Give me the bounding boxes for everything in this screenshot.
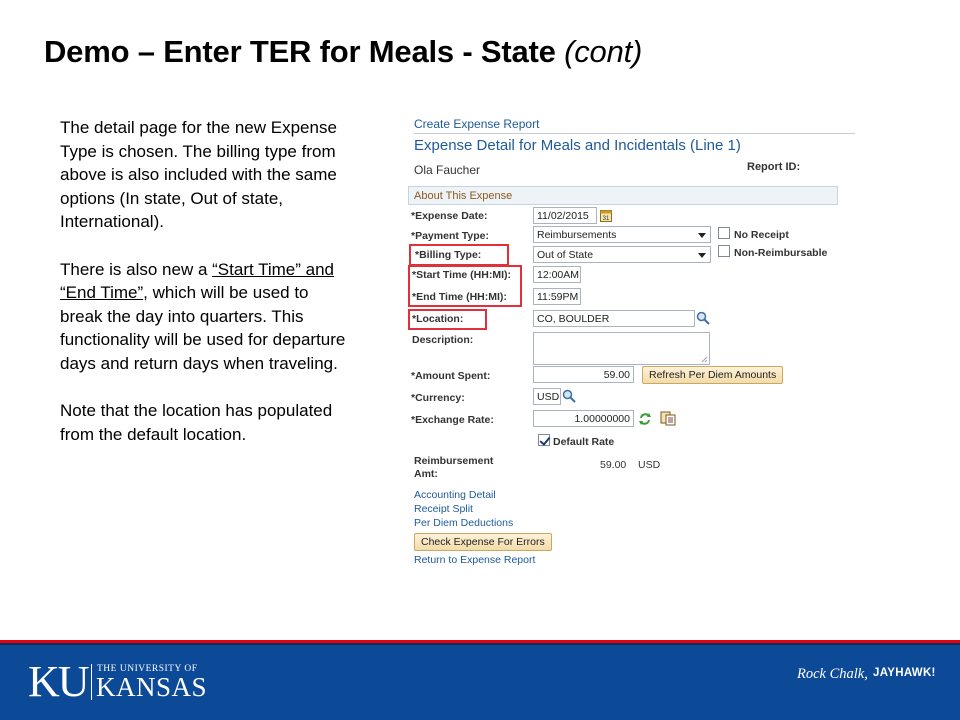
accounting-detail-link[interactable]: Accounting Detail xyxy=(414,489,496,501)
start-time-label: *Start Time (HH:MI): xyxy=(412,269,511,281)
payment-type-value: Reimbursements xyxy=(537,229,617,241)
paragraph-detail-page: The detail page for the new Expense Type is chosen. The billing type from above is also included with the same options (In state, Out of state, International). xyxy=(60,118,337,232)
slide-body-text xyxy=(60,116,350,470)
employee-name: Ola Faucher xyxy=(414,163,481,177)
exchange-detail-icon[interactable] xyxy=(660,411,676,426)
exchange-rate-label: *Exchange Rate: xyxy=(411,414,494,426)
currency-field[interactable]: USD xyxy=(533,388,561,405)
description-label: Description: xyxy=(412,334,474,346)
breadcrumb[interactable]: Create Expense Report xyxy=(414,117,540,131)
slide-title xyxy=(44,34,642,70)
refresh-icon[interactable] xyxy=(638,412,652,426)
payment-type-select[interactable] xyxy=(533,226,711,243)
footer-dark-stripe xyxy=(0,643,960,645)
location-field[interactable]: CO, BOULDER xyxy=(533,310,695,327)
slide-title-cont: (cont) xyxy=(564,34,643,69)
expense-date-label: *Expense Date: xyxy=(411,210,488,222)
logo-kansas: KANSAS xyxy=(96,672,208,702)
default-rate-label: Default Rate xyxy=(553,436,615,448)
ku-logo-letters: KU xyxy=(28,657,88,706)
check-expense-errors-button[interactable]: Check Expense For Errors xyxy=(414,533,552,551)
exchange-rate-field[interactable]: 1.00000000 xyxy=(533,410,634,427)
end-time-label: *End Time (HH:MI): xyxy=(412,291,507,303)
divider xyxy=(414,133,855,134)
start-end-time-underlined: “Start Time” and “End Time” xyxy=(60,259,335,303)
dropdown-arrow-icon xyxy=(698,253,706,258)
page-title: Expense Detail for Meals and Incidentals (Line 1) xyxy=(414,137,741,154)
per-diem-deductions-link[interactable]: Per Diem Deductions xyxy=(414,517,514,529)
report-id-label: Report ID: xyxy=(747,161,801,173)
amount-spent-field[interactable]: 59.00 xyxy=(533,366,634,383)
paragraph-2-post: , which will be used to break the day into quarters. This functionality will be used for departure days and return days when traveling. xyxy=(60,283,346,373)
no-receipt-label: No Receipt xyxy=(734,229,789,241)
refresh-per-diem-button[interactable]: Refresh Per Diem Amounts xyxy=(642,366,783,384)
description-textarea[interactable] xyxy=(533,332,710,365)
end-time-field[interactable]: 11:59PM xyxy=(533,288,581,305)
billing-type-value: Out of State xyxy=(537,249,594,261)
billing-type-select[interactable] xyxy=(533,246,711,263)
receipt-split-link[interactable]: Receipt Split xyxy=(414,503,473,515)
billing-type-label: *Billing Type: xyxy=(415,249,482,261)
non-reimbursable-label: Non-Reimbursable xyxy=(734,247,828,259)
section-header-about-expense: About This Expense xyxy=(408,186,838,205)
reimbursement-currency-value: USD xyxy=(638,459,661,471)
calendar-icon[interactable] xyxy=(600,209,612,222)
payment-type-label: *Payment Type: xyxy=(411,230,489,242)
slide-title-main: Demo – Enter TER for Meals - State xyxy=(44,34,565,69)
paragraph-start-end-time xyxy=(60,258,350,376)
search-icon[interactable] xyxy=(696,311,710,325)
resize-handle-icon[interactable] xyxy=(701,356,708,363)
dropdown-arrow-icon xyxy=(698,233,706,238)
logo-university-of: THE UNIVERSITY OF xyxy=(97,664,198,674)
location-label: *Location: xyxy=(412,313,464,325)
expense-date-field[interactable]: 11/02/2015 xyxy=(533,207,597,224)
amount-spent-label: *Amount Spent: xyxy=(411,370,491,382)
paragraph-2-pre: There is also new a xyxy=(60,259,213,279)
non-reimbursable-checkbox[interactable] xyxy=(718,245,730,257)
tagline-rock-chalk: Rock Chalk, xyxy=(797,666,868,682)
reimbursement-amt-label-line2: Amt: xyxy=(414,468,438,480)
paragraph-location-note: Note that the location has populated from the default location. xyxy=(60,401,333,444)
logo-divider xyxy=(91,664,92,700)
reimbursement-amount-value: 59.00 xyxy=(600,459,627,471)
return-to-expense-report-link[interactable]: Return to Expense Report xyxy=(414,554,536,566)
currency-label: *Currency: xyxy=(411,392,465,404)
no-receipt-checkbox[interactable] xyxy=(718,227,730,239)
default-rate-checkbox[interactable] xyxy=(538,434,550,446)
start-time-field[interactable]: 12:00AM xyxy=(533,266,581,283)
reimbursement-amt-label-line1: Reimbursement xyxy=(414,455,494,467)
search-icon[interactable] xyxy=(562,389,576,403)
tagline-jayhawk: JAYHAWK! xyxy=(873,667,936,679)
svg-text:31: 31 xyxy=(602,216,610,222)
